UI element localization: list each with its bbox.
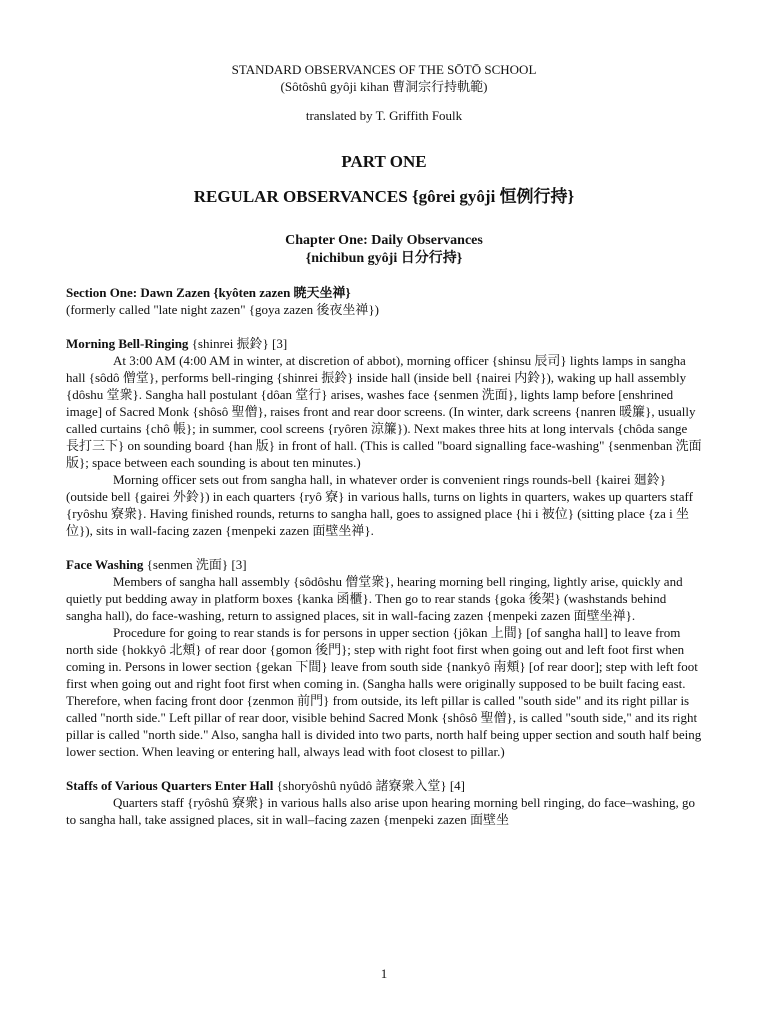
translator-credit: translated by T. Griffith Foulk (305, 108, 463, 123)
document-title: STANDARD OBSERVANCES OF THE SŌTŌ SCHOOL (231, 62, 537, 77)
heading-staffs-enter-hall-title: Staffs of Various Quarters Enter Hall (66, 778, 274, 793)
heading-staffs-enter-hall-term: {shoryôshû nyûdô 諸寮衆入堂} [4] (273, 778, 465, 793)
page-content (66, 61, 702, 828)
page-number: 1 (380, 966, 388, 981)
section-note: (formerly called "late night zazen" {goya zazen 後夜坐禅}) (66, 302, 379, 317)
chapter-title: Chapter One: Daily Observances (285, 233, 483, 248)
heading-face-washing-term: {senmen 洗面} [3] (143, 557, 247, 572)
chapter-subtitle: {nichibun gyôji 日分行持} (305, 251, 463, 266)
heading-morning-bell-title: Morning Bell-Ringing (66, 336, 189, 351)
part-title: PART ONE (341, 152, 427, 171)
heading-face-washing (66, 556, 702, 573)
paragraph: Members of sangha hall assembly {sôdôshu 僧堂衆}, hearing morning bell ringing, lightly arise, quickly and quietly put bedding away in platform boxes {kanka 函櫃}. Then go to rear stands {goka 後架} (washstands behind sangha hall), do face-washing, return to assigned places, sit in wall-facing zazen {menpeki zazen 面壁坐禅}. (66, 574, 683, 623)
paragraph: Procedure for going to rear stands is for persons in upper section {jôkan 上間} [of sangha hall] to leave from north side {hokkyô 北頬} of rear door {gomon 後門}; step with right foot first when going out and left foot first when coming in. Persons in lower section {gekan 下間} leave from south side {nankyô 南頬} [of rear door]; step with left foot first when going out and right foot first when coming in. (Sangha halls were originally supposed to be built facing east. Therefore, when facing front door {zenmon 前門} from outside, its left pillar is called "south side" and its right pillar is called "north side." Left pillar of rear door, visible behind Sacred Monk {shôsô 聖僧}, is called "south side," and its right pillar is called "north side." Also, sangha hall is divided into two parts, north half being upper section and south half being lower section. When leaving or entering hall, always lead with foot closest to pillar.) (66, 625, 702, 759)
heading-staffs-enter-hall (66, 777, 702, 794)
heading-face-washing-title: Face Washing (66, 557, 144, 572)
heading-morning-bell-term: {shinrei 振鈴} [3] (188, 336, 288, 351)
section-title: Section One: Dawn Zazen {kyôten zazen 暁天坐禅} (66, 285, 351, 300)
document-title-japanese: (Sôtôshû gyôji kihan 曹洞宗行持軌範) (280, 79, 488, 94)
paragraph: Morning officer sets out from sangha hall, in whatever order is convenient rings rounds-bell {kairei 廻鈴} (outside bell {gairei 外鈴}) in each quarters {ryô 寮} in various halls, turns on lights in quarters, wakes up quarters staff {ryôshu 寮衆}. Having finished rounds, returns to sangha hall, goes to assigned place {hi i 被位} (sitting place {za i 坐位}), sits in wall-facing zazen {menpeki zazen 面壁坐禅}. (66, 472, 693, 538)
part-subtitle: REGULAR OBSERVANCES {gôrei gyôji 恒例行持} (193, 187, 575, 206)
paragraph: Quarters staff {ryôshû 寮衆} in various halls also arise upon hearing morning bell ringing, do face–washing, go to sangha hall, take assigned places, sit in wall–facing zazen {menpeki zazen 面壁坐 (66, 795, 695, 827)
paragraph: At 3:00 AM (4:00 AM in winter, at discretion of abbot), morning officer {shinsu 辰司} lights lamps in sangha hall {sôdô 僧堂}, performs bell-ringing {shinrei 振鈴} inside hall (inside bell {nairei 内鈴}), waking up hall assembly {dôshu 堂衆}. Sangha hall postulant {dôan 堂行} arises, washes face {senmen 洗面}, lights lamp before [enshrined image] of Sacred Monk {shôsô 聖僧}, raises front and rear door screens. (In winter, dark screens {nanren 暖簾}, usually called curtains {chô 帳}; in summer, cool screens {ryôren 涼簾}). Next makes three hits at long intervals {chôda sange 長打三下} on sounding board {han 版} in front of hall. (This is called "board signalling face-washing" {senmenban 洗面版}; space between each sounding is about ten minutes.) (66, 353, 702, 470)
heading-morning-bell (66, 335, 702, 352)
